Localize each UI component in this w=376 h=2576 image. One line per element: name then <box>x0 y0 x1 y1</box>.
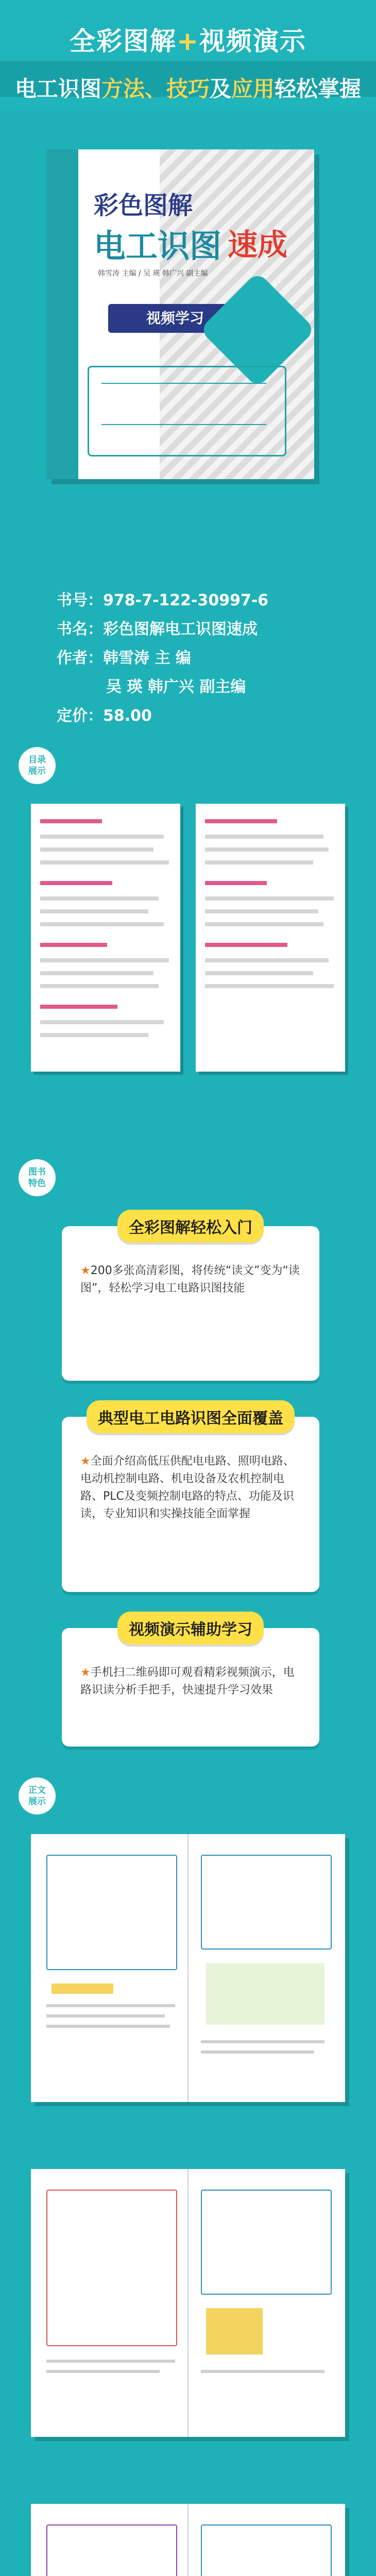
book-author-deputy: 吴 瑛 韩广兴 副主编 <box>106 678 246 696</box>
circuit-diagram <box>46 2524 177 2576</box>
book-cover <box>46 149 314 479</box>
cover-title-c: 速成 <box>228 227 288 262</box>
section-label-toc-text: 目录 展示 <box>28 755 46 776</box>
star-icon: ★ <box>80 1264 91 1277</box>
feature-2-body <box>80 1453 302 1523</box>
sample-pages-section <box>0 1767 376 2576</box>
toc-line <box>40 909 148 913</box>
section-label-features-text: 图书 特色 <box>28 1167 46 1189</box>
text-line <box>46 2004 175 2007</box>
book-author-main: 作者：韩雪涛 主 编 <box>57 649 191 667</box>
sub-part-b: 方法、技巧 <box>101 76 210 101</box>
toc-heading-line <box>205 819 277 823</box>
toc-line <box>40 835 164 839</box>
note-box <box>206 1963 324 2025</box>
cover-authors: 韩雪涛 主编 / 吴 瑛 韩广兴 副主编 <box>98 269 208 278</box>
feature-3-header <box>62 1612 319 1645</box>
text-line <box>46 2370 160 2373</box>
feature-1-header <box>62 1210 319 1243</box>
text-line <box>201 2370 324 2373</box>
book-isbn: 书号：978-7-122-30997-6 <box>57 591 269 609</box>
toc-line <box>40 1020 164 1024</box>
toc-line <box>40 958 169 962</box>
headline-part-b: 视频演示 <box>199 26 306 56</box>
cover-spine <box>46 149 78 479</box>
cover-video-badge: 视频学习 <box>108 304 242 333</box>
toc-heading-line <box>40 819 102 823</box>
headline-part-a: 全彩图解 <box>70 26 177 56</box>
toc-line <box>40 971 153 975</box>
section-label-toc <box>19 747 56 784</box>
text-line <box>201 2040 324 2043</box>
toc-page-right <box>196 804 345 1072</box>
feature-3-text: 手机扫二维码即可观看精彩视频演示，电路识读分析手把手，快速提升学习效果 <box>80 1666 295 1697</box>
toc-heading-line <box>205 881 267 885</box>
toc-line <box>40 922 164 926</box>
section-label-features <box>19 1159 56 1196</box>
cover-title-a: 彩色图解 <box>94 191 193 220</box>
feature-2-text: 全面介绍高低压供配电电路、照明电路、电动机控制电路、机电设备及农机控制电路、PLC及变频控制电路的特点、功能及识读，专业知识和实操技能全面掌握 <box>80 1455 295 1520</box>
sub-part-e: 轻松掌握 <box>275 76 362 101</box>
toc-line <box>40 896 159 901</box>
highlight-tag <box>52 1984 113 1994</box>
book-name: 书名：彩色图解电工识图速成 <box>57 620 258 638</box>
toc-heading-line <box>40 943 107 947</box>
toc-line <box>40 984 159 988</box>
feature-3-body <box>80 1664 302 1699</box>
sub-part-d: 应用 <box>231 76 275 101</box>
highlight-box <box>206 2308 263 2354</box>
feature-card-2 <box>62 1410 319 1592</box>
toc-line <box>205 922 323 926</box>
feature-1-text: 200多张高清彩图，将传统“读文”变为“读图”，轻松学习电工电路识图技能 <box>80 1264 300 1295</box>
toc-line <box>205 971 313 975</box>
book-cover-section <box>0 108 376 572</box>
star-icon: ★ <box>80 1666 91 1679</box>
star-icon: ★ <box>80 1455 91 1468</box>
feature-2-header <box>62 1400 319 1433</box>
section-label-pages-text: 正文 展示 <box>28 1785 46 1807</box>
toc-line <box>205 896 334 901</box>
toc-heading-line <box>205 943 287 947</box>
feature-1-title: 全彩图解轻松入门 <box>117 1210 264 1243</box>
text-line <box>201 2050 314 2054</box>
toc-line <box>205 984 334 988</box>
circuit-diagram <box>46 1855 177 1970</box>
toc-heading-line <box>40 881 112 885</box>
headline-plus: + <box>177 26 199 56</box>
features-section <box>0 1149 376 1767</box>
banner-headline <box>0 21 376 58</box>
sub-part-c: 及 <box>209 76 231 101</box>
circuit-diagram <box>201 2190 332 2295</box>
toc-line <box>205 835 323 839</box>
text-line <box>46 2025 170 2028</box>
toc-line <box>205 958 329 962</box>
circuit-diagram <box>201 2524 332 2576</box>
photo-block <box>201 1855 332 1950</box>
cover-circuit-illustration <box>88 366 286 456</box>
sample-spread-3 <box>31 2504 345 2576</box>
top-banner <box>0 0 376 108</box>
feature-1-body <box>80 1262 302 1297</box>
toc-page-left <box>31 804 180 1072</box>
text-line <box>46 2360 175 2363</box>
feature-2-title: 典型电工电路识图全面覆盖 <box>87 1400 295 1433</box>
sample-spread-1 <box>31 1834 345 2102</box>
toc-line <box>205 909 318 913</box>
toc-heading-line <box>40 1005 117 1009</box>
toc-section <box>0 737 376 1149</box>
toc-line <box>40 860 169 865</box>
cover-title-b: 电工识图 <box>94 227 222 265</box>
feature-card-1 <box>62 1219 319 1381</box>
feature-3-title: 视频演示辅助学习 <box>117 1612 264 1645</box>
banner-subheadline <box>0 72 376 103</box>
toc-line <box>205 860 313 865</box>
book-price: 定价：58.00 <box>57 707 152 725</box>
text-line <box>46 2014 165 2018</box>
sample-spread-2 <box>31 2169 345 2437</box>
section-label-pages <box>19 1777 56 1815</box>
toc-line <box>205 848 329 852</box>
toc-line <box>40 848 153 852</box>
feature-card-3 <box>62 1621 319 1747</box>
book-info <box>0 572 376 737</box>
toc-line <box>40 1033 148 1037</box>
sub-part-a: 电工识图 <box>14 76 101 101</box>
circuit-diagram <box>46 2190 177 2346</box>
